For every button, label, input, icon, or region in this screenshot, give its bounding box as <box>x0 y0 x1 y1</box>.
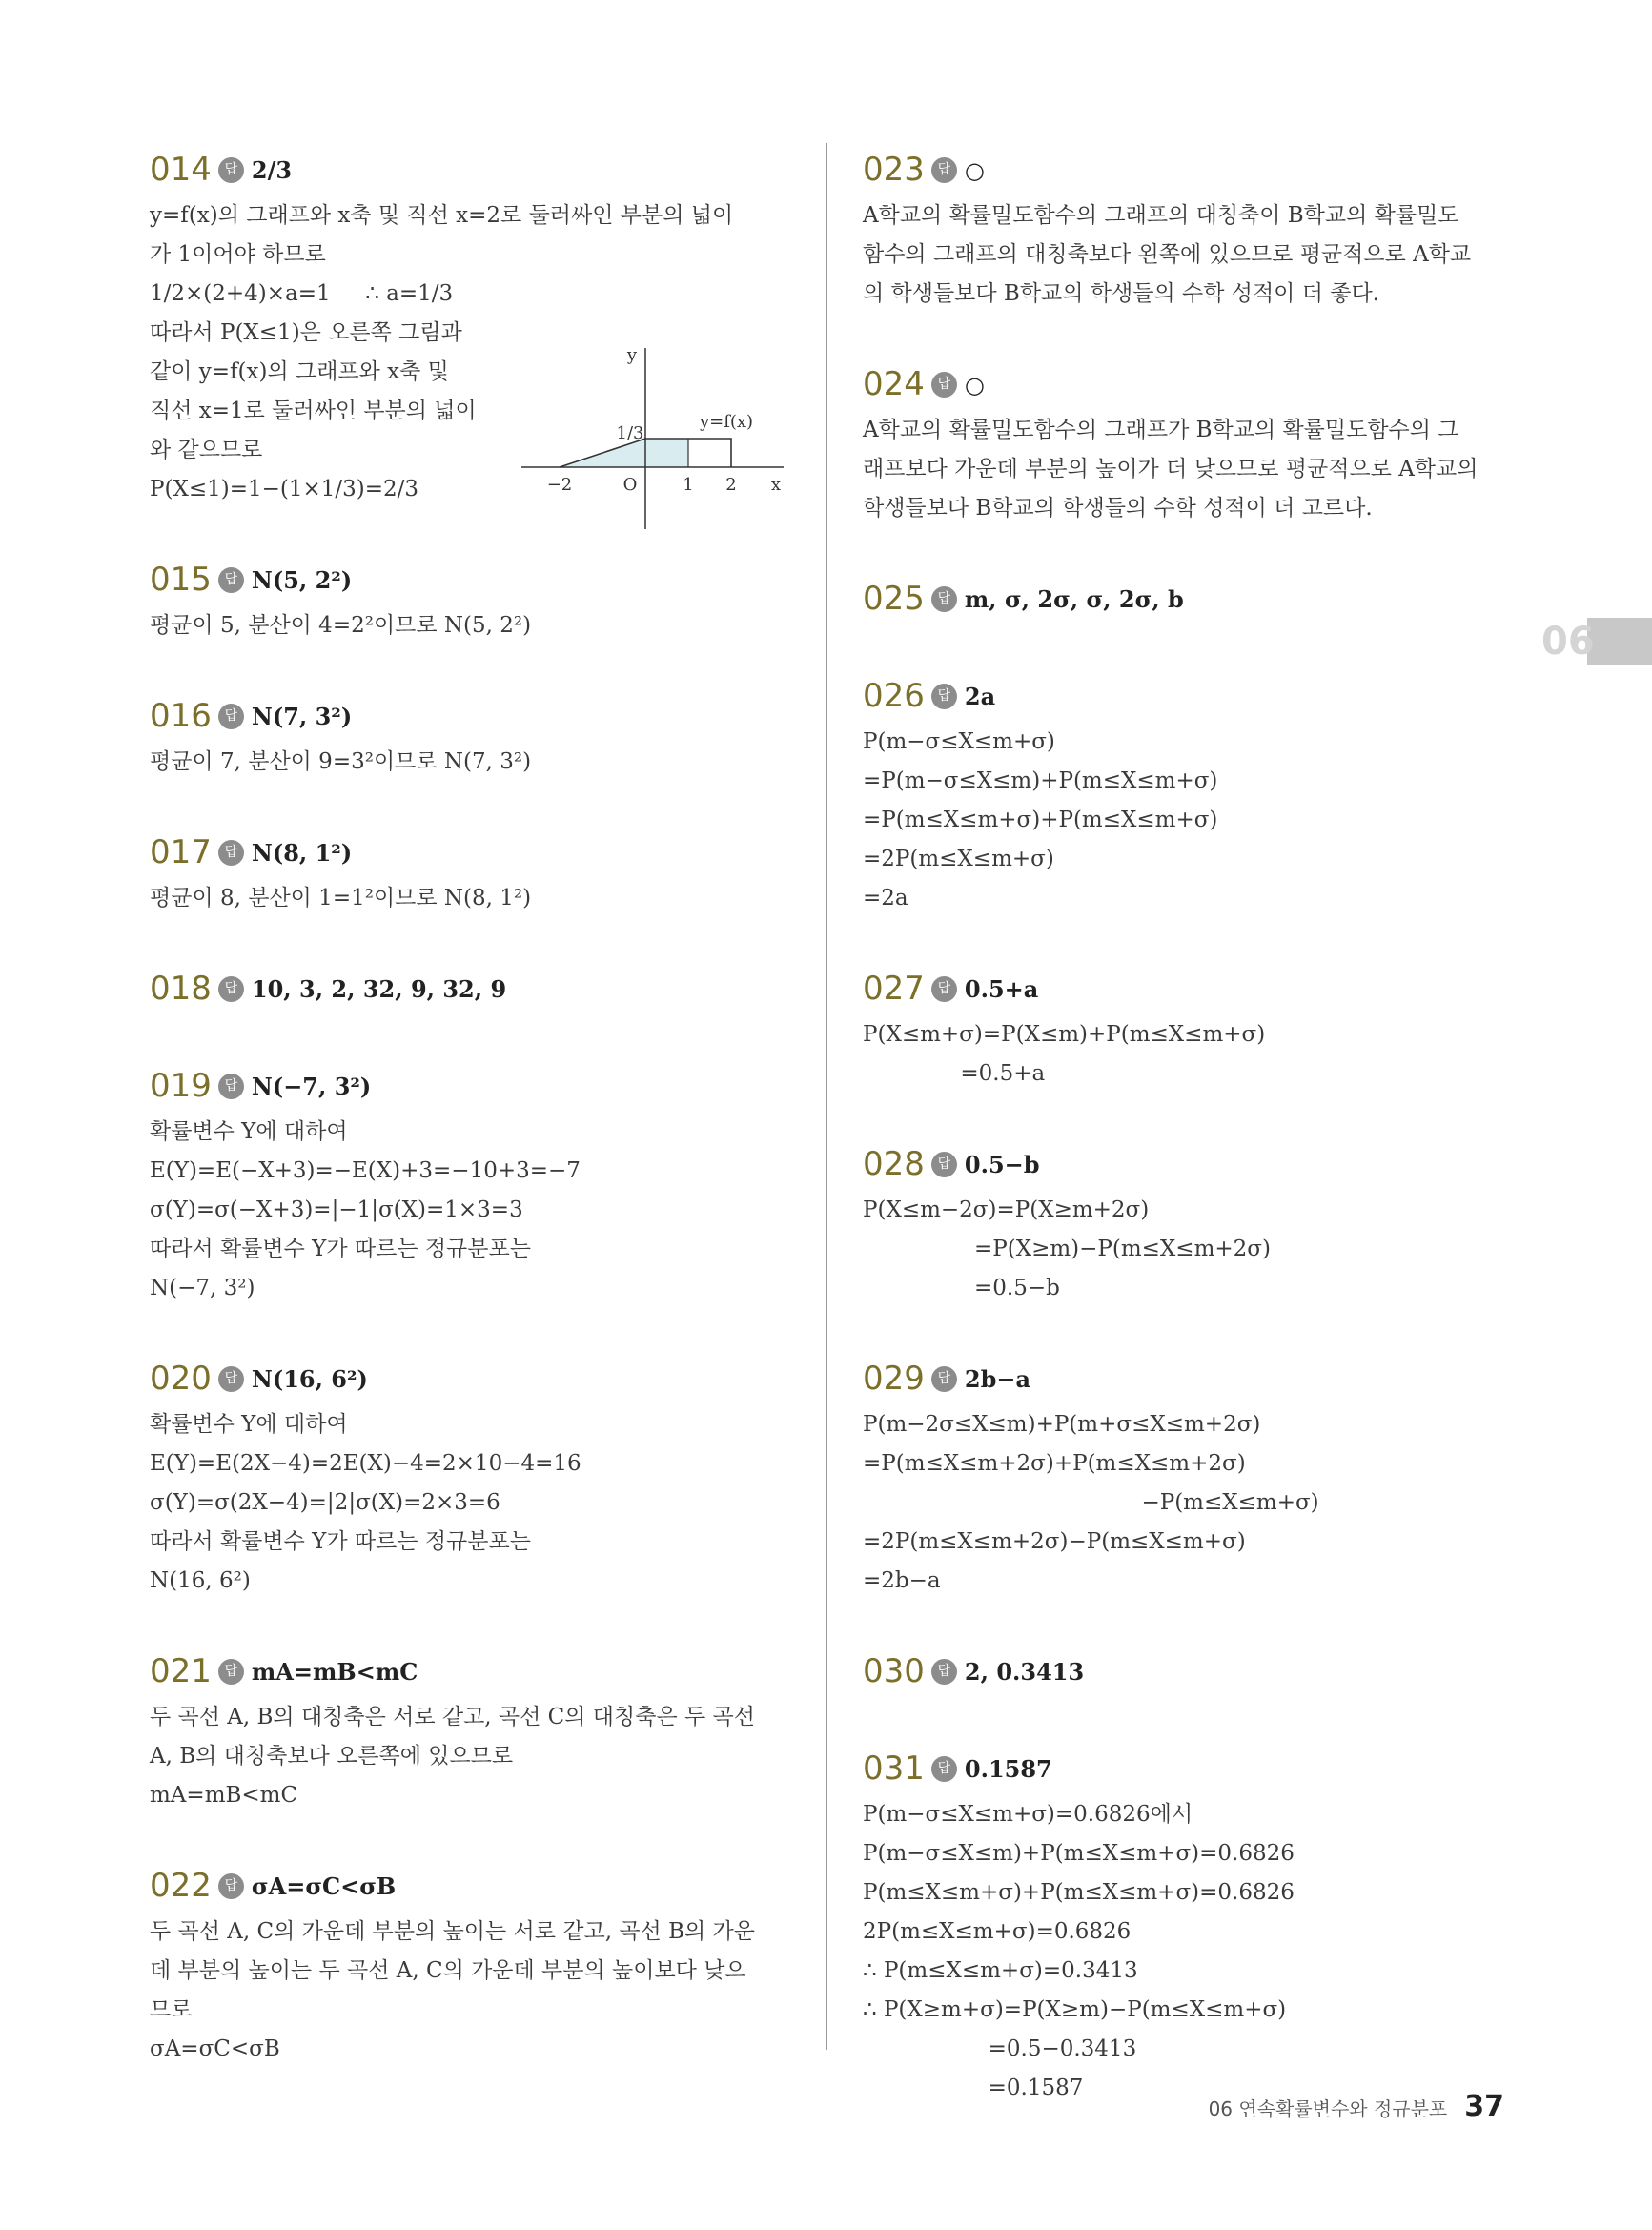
problem-016 <box>150 689 798 782</box>
solution-line: =2b−a <box>863 1568 941 1593</box>
answer-value: N(7, 3²) <box>251 702 353 730</box>
solution-line: E(Y)=E(−X+3)=−E(X)+3=−10+3=−7 <box>150 1158 581 1183</box>
problem-number: 018 <box>150 970 212 1008</box>
solution-line: A, B의 대칭축보다 오른쪽에 있으므로 <box>150 1744 514 1769</box>
answer-badge-icon: 답 <box>931 157 957 183</box>
problem-number: 025 <box>863 580 925 618</box>
solution-line: 함수의 그래프의 대칭축보다 왼쪽에 있으므로 평균적으로 A학교 <box>863 242 1472 267</box>
answer-value: N(16, 6²) <box>251 1364 368 1393</box>
answer-badge-icon: 답 <box>218 704 244 729</box>
answer-value: σA=σC<σB <box>251 1872 397 1900</box>
solution-line: 두 곡선 A, B의 대칭축은 서로 같고, 곡선 C의 대칭축은 두 곡선 <box>150 1705 755 1729</box>
solution-line: 1/2×(2+4)×a=1 ∴ a=1/3 <box>150 281 454 306</box>
problem-number: 017 <box>150 833 212 871</box>
answer-value: 10, 3, 2, 32, 9, 32, 9 <box>251 974 507 1003</box>
answer-value: 2, 0.3413 <box>964 1657 1085 1686</box>
problem-022 <box>150 1859 798 2069</box>
solution-line: y=f(x)의 그래프와 x축 및 직선 x=2로 둘러싸인 부분의 넓이 <box>150 203 734 228</box>
problem-number: 030 <box>863 1652 925 1690</box>
solution-line: E(Y)=E(2X−4)=2E(X)−4=2×10−4=16 <box>150 1451 581 1476</box>
solution-line: ∴ P(X≥m+σ)=P(X≥m)−P(m≤X≤m+σ) <box>863 1997 1287 2022</box>
problem-028 <box>863 1137 1511 1308</box>
solution-line: =2P(m≤X≤m+2σ)−P(m≤X≤m+σ) <box>863 1529 1246 1554</box>
tick-label: 1/3 <box>616 423 644 443</box>
answer-badge-icon: 답 <box>218 840 244 866</box>
solution-line: P(m−2σ≤X≤m)+P(m+σ≤X≤m+2σ) <box>863 1412 1261 1437</box>
problem-header <box>863 572 1511 625</box>
right-column <box>863 143 1511 2152</box>
solution-line: =0.1587 <box>863 2076 1084 2100</box>
problem-031 <box>863 1742 1511 2108</box>
answer-value: N(−7, 3²) <box>251 1072 372 1100</box>
answer-badge-icon: 답 <box>218 567 244 593</box>
problem-number: 020 <box>150 1360 212 1398</box>
solution-line: =2P(m≤X≤m+σ) <box>863 847 1054 871</box>
answer-badge-icon: 답 <box>218 1659 244 1685</box>
solution-line: P(m−σ≤X≤m)+P(m≤X≤m+σ)=0.6826 <box>863 1841 1295 1866</box>
problem-header <box>150 143 798 196</box>
answer-value: m, σ, 2σ, σ, 2σ, b <box>964 584 1184 613</box>
problem-number: 027 <box>863 970 925 1008</box>
problem-header <box>150 1059 798 1113</box>
solution-line: 2P(m≤X≤m+σ)=0.6826 <box>863 1919 1132 1944</box>
solution-line: σ(Y)=σ(2X−4)=|2|σ(X)=2×3=6 <box>150 1490 500 1515</box>
pdf-graph-figure <box>521 343 788 534</box>
problem-number: 019 <box>150 1067 212 1105</box>
answer-badge-icon: 답 <box>218 1366 244 1392</box>
solution-line: P(m≤X≤m+σ)+P(m≤X≤m+σ)=0.6826 <box>863 1880 1295 1905</box>
solution-line: 따라서 확률변수 Y가 따르는 정규분포는 <box>150 1237 531 1261</box>
problem-020 <box>150 1352 798 1601</box>
tick-label: 1 <box>683 475 694 495</box>
chapter-tab-label: 06 <box>1541 620 1595 664</box>
answer-badge-icon: 답 <box>931 1366 957 1392</box>
curve-label: y=f(x) <box>699 412 754 432</box>
left-column <box>150 143 798 2113</box>
problem-number: 015 <box>150 561 212 599</box>
solution-line: 므로 <box>150 1997 193 2022</box>
problem-029 <box>863 1352 1511 1601</box>
problem-header <box>863 1742 1511 1795</box>
answer-badge-icon: 답 <box>931 1756 957 1782</box>
answer-value: ○ <box>964 370 985 399</box>
problem-019 <box>150 1059 798 1308</box>
footer-chapter-title: 06 연속확률변수와 정규분포 <box>1208 2097 1448 2120</box>
solution-line: P(X≤m−2σ)=P(X≥m+2σ) <box>863 1197 1150 1222</box>
solution-line: 따라서 P(X≤1)은 오른쪽 그림과 <box>150 320 462 345</box>
problem-014 <box>150 143 798 509</box>
problem-header <box>150 1352 798 1405</box>
solution-line: 따라서 확률변수 Y가 따르는 정규분포는 <box>150 1529 531 1554</box>
solution-line: −P(m≤X≤m+σ) <box>863 1490 1319 1515</box>
solution-line: 두 곡선 A, C의 가운데 부분의 높이는 서로 같고, 곡선 B의 가운 <box>150 1919 755 1944</box>
solution-line: 의 학생들보다 B학교의 학생들의 수학 성적이 더 좋다. <box>863 281 1379 306</box>
solution-line: N(16, 6²) <box>150 1568 251 1593</box>
problem-header <box>150 553 798 606</box>
problem-header <box>150 1645 798 1698</box>
problem-number: 023 <box>863 151 925 189</box>
solution-line: =0.5−0.3413 <box>863 2036 1137 2061</box>
solution-line: N(−7, 3²) <box>150 1276 255 1300</box>
problem-018 <box>150 962 798 1015</box>
solution-line: P(m−σ≤X≤m+σ) <box>863 729 1055 754</box>
problem-number: 029 <box>863 1360 925 1398</box>
answer-badge-icon: 답 <box>931 684 957 709</box>
solution-line: 래프보다 가운데 부분의 높이가 더 낮으므로 평균적으로 A학교의 <box>863 457 1479 481</box>
problem-number: 031 <box>863 1749 925 1788</box>
solution-line: 확률변수 Y에 대하여 <box>150 1119 348 1144</box>
solution-line: 평균이 5, 분산이 4=2²이므로 N(5, 2²) <box>150 613 532 638</box>
solution-line: A학교의 확률밀도함수의 그래프가 B학교의 확률밀도함수의 그 <box>863 418 1459 442</box>
solution-line: =P(m≤X≤m+2σ)+P(m≤X≤m+2σ) <box>863 1451 1246 1476</box>
solution-line: 평균이 8, 분산이 1=1²이므로 N(8, 1²) <box>150 886 532 910</box>
problem-017 <box>150 826 798 918</box>
solution-line: =0.5−b <box>863 1276 1060 1300</box>
tick-label: 2 <box>725 475 737 495</box>
answer-badge-icon: 답 <box>218 157 244 183</box>
solution-line: =0.5+a <box>863 1061 1046 1086</box>
problem-027 <box>863 962 1511 1094</box>
problem-number: 014 <box>150 151 212 189</box>
problem-015 <box>150 553 798 645</box>
problem-number: 024 <box>863 365 925 403</box>
problem-026 <box>863 669 1511 918</box>
solution-line: P(X≤1)=1−(1×1/3)=2/3 <box>150 477 419 501</box>
answer-badge-icon: 답 <box>218 1074 244 1099</box>
problem-header <box>150 962 798 1015</box>
answer-value: N(5, 2²) <box>251 565 353 594</box>
problem-header <box>863 1352 1511 1405</box>
problem-header <box>150 1859 798 1913</box>
y-axis-label: y <box>626 345 638 365</box>
problem-header <box>863 1645 1511 1698</box>
answer-value: N(8, 1²) <box>251 838 353 867</box>
problem-header <box>863 358 1511 411</box>
solution-line: A학교의 확률밀도함수의 그래프의 대칭축이 B학교의 확률밀도 <box>863 203 1459 228</box>
answer-value: mA=mB<mC <box>251 1657 418 1686</box>
answer-badge-icon: 답 <box>931 586 957 612</box>
answer-value: 0.5+a <box>964 974 1039 1003</box>
solution-line: 평균이 7, 분산이 9=3²이므로 N(7, 3²) <box>150 749 532 774</box>
origin-label: O <box>622 475 638 495</box>
chapter-tab <box>1541 618 1652 665</box>
footer <box>1209 2090 1504 2123</box>
answer-badge-icon: 답 <box>218 1873 244 1899</box>
x-axis-label: x <box>770 475 781 495</box>
solution-line: 데 부분의 높이는 두 곡선 A, C의 가운데 부분의 높이보다 낮으 <box>150 1958 746 1983</box>
answer-badge-icon: 답 <box>931 976 957 1002</box>
column-divider <box>826 143 827 2050</box>
solution-line: 같이 y=f(x)의 그래프와 x축 및 <box>150 359 449 384</box>
solution-line: =2a <box>863 886 908 910</box>
answer-value: 2b−a <box>964 1364 1031 1393</box>
solution-line: σA=σC<σB <box>150 2036 280 2061</box>
problem-021 <box>150 1645 798 1815</box>
problem-header <box>863 669 1511 723</box>
solution-line: σ(Y)=σ(−X+3)=|−1|σ(X)=1×3=3 <box>150 1197 523 1222</box>
problem-header <box>863 962 1511 1015</box>
problem-header <box>150 689 798 743</box>
problem-number: 028 <box>863 1145 925 1183</box>
answer-value: ○ <box>964 155 985 184</box>
solution-line: P(X≤m+σ)=P(X≤m)+P(m≤X≤m+σ) <box>863 1022 1266 1047</box>
solution-line: 확률변수 Y에 대하여 <box>150 1412 348 1437</box>
problem-024 <box>863 358 1511 528</box>
answer-badge-icon: 답 <box>931 1152 957 1177</box>
answer-badge-icon: 답 <box>931 1659 957 1685</box>
solution-line: 학생들보다 B학교의 학생들의 수학 성적이 더 고르다. <box>863 496 1373 521</box>
problem-025 <box>863 572 1511 625</box>
solution-line: ∴ P(m≤X≤m+σ)=0.3413 <box>863 1958 1138 1983</box>
problem-030 <box>863 1645 1511 1698</box>
problem-number: 026 <box>863 677 925 715</box>
answer-value: 2a <box>964 682 996 710</box>
solution-line: 직선 x=1로 둘러싸인 부분의 넓이 <box>150 399 477 423</box>
solution-line: P(m−σ≤X≤m+σ)=0.6826에서 <box>863 1802 1193 1827</box>
page-number: 37 <box>1464 2090 1504 2123</box>
answer-value: 0.1587 <box>964 1754 1052 1783</box>
solution-line: =P(m−σ≤X≤m)+P(m≤X≤m+σ) <box>863 768 1218 793</box>
tick-label: −2 <box>546 475 573 495</box>
problem-023 <box>863 143 1511 314</box>
answer-value: 0.5−b <box>964 1150 1040 1178</box>
problem-number: 022 <box>150 1867 212 1905</box>
solution-line: =P(X≥m)−P(m≤X≤m+2σ) <box>863 1237 1271 1261</box>
problem-header <box>150 826 798 879</box>
problem-number: 016 <box>150 697 212 735</box>
problem-number: 021 <box>150 1652 212 1690</box>
answer-badge-icon: 답 <box>218 976 244 1002</box>
solution-line: =P(m≤X≤m+σ)+P(m≤X≤m+σ) <box>863 808 1218 832</box>
solution-line: 와 같으므로 <box>150 438 263 462</box>
solution-line: mA=mB<mC <box>150 1783 298 1808</box>
problem-header <box>863 143 1511 196</box>
answer-value: 2/3 <box>251 155 293 184</box>
solution-line: 가 1이어야 하므로 <box>150 242 326 267</box>
problem-header <box>863 1137 1511 1191</box>
answer-badge-icon: 답 <box>931 372 957 398</box>
